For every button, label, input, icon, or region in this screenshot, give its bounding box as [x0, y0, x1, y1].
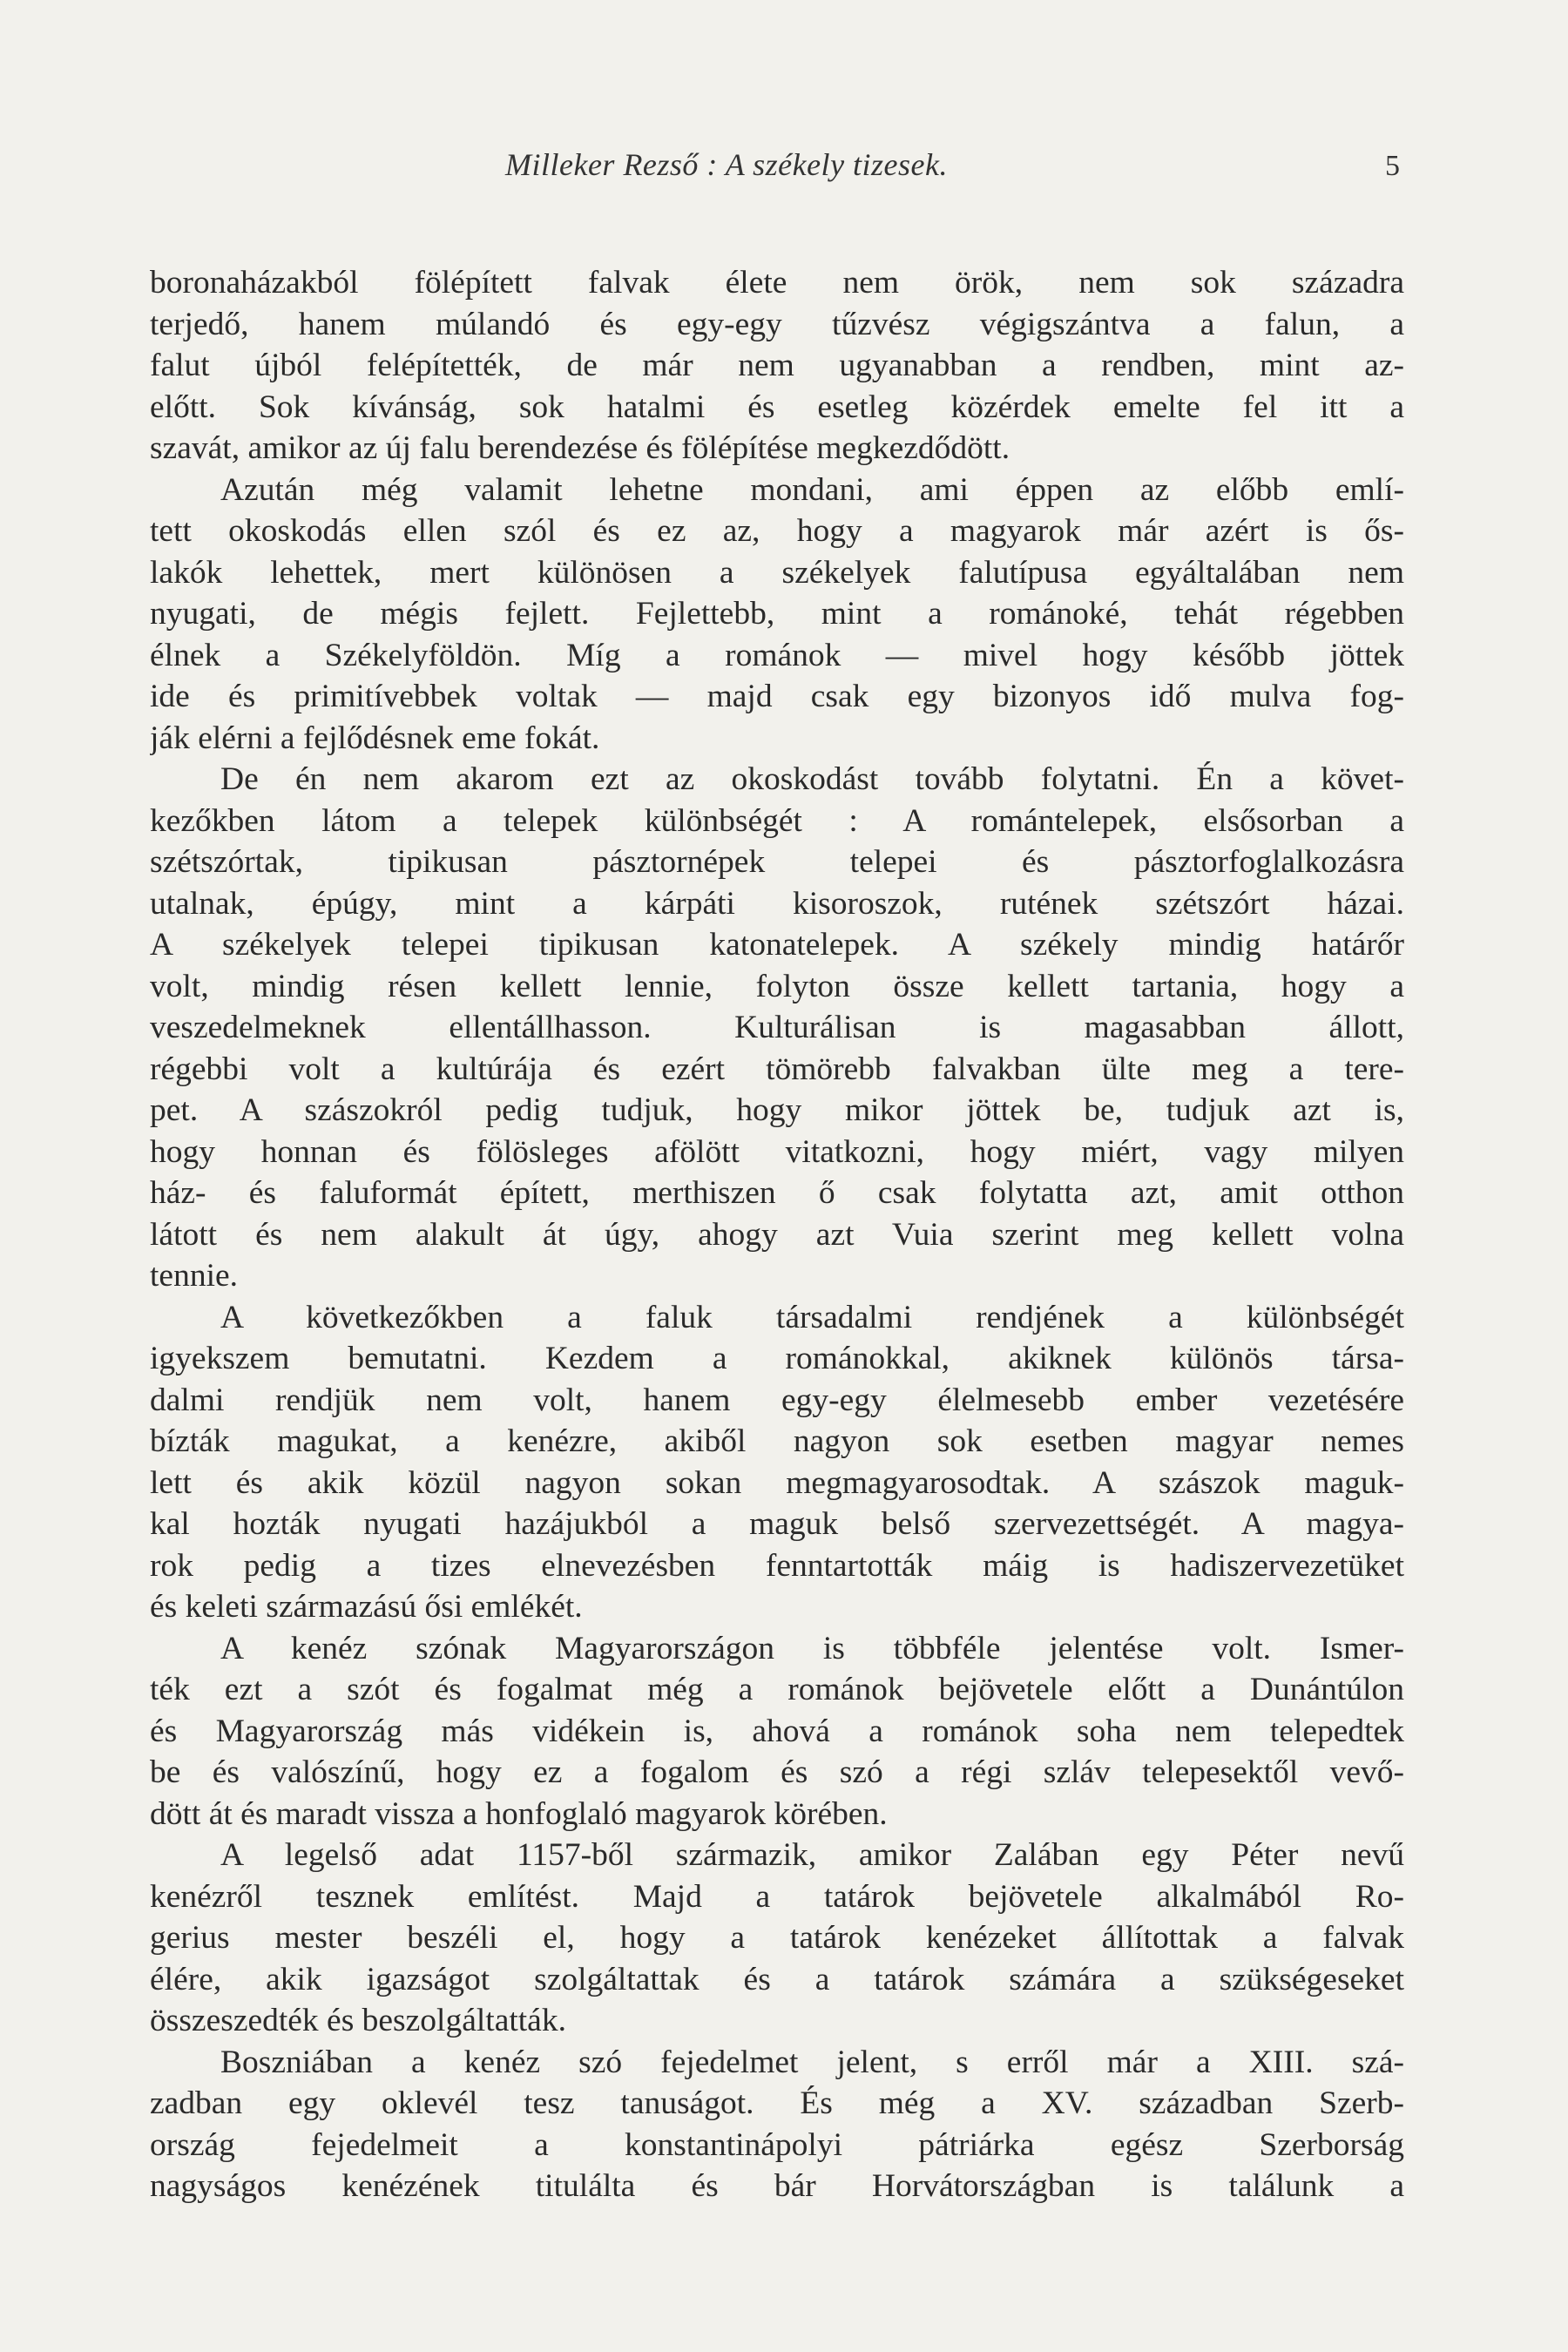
text-line: ték ezt a szót és fogalmat még a románok bejövetele előtt a Dunántúlon	[150, 1672, 1404, 1707]
running-title: Milleker Rezső : A székely tizesek.	[505, 147, 948, 182]
text-line: látott és nem alakult át úgy, ahogy azt Vuia szerint meg kellett volna	[150, 1216, 1404, 1253]
page-number: 5	[1385, 150, 1400, 182]
text-line: rok pedig a tizes elnevezésben fenntartották máig is hadiszervezetüket	[150, 1547, 1404, 1584]
text-line: Boszniában a kenéz szó fejedelmet jelent, s erről már a XIII. szá-	[220, 2044, 1404, 2080]
text-line: utalnak, épúgy, mint a kárpáti kisoroszok, rutének szétszórt házai.	[150, 885, 1404, 922]
text-line: tennie.	[150, 1258, 239, 1294]
text-line: ország fejedelmeit a konstantinápolyi pátriárka egész Szerborság	[150, 2126, 1404, 2163]
text-line: boronaházakból fölépített falvak élete nem örök, nem sok századra	[150, 265, 1404, 301]
text-line: szétszórtak, tipikusan pásztornépek telepei és pásztorfoglalkozásra	[150, 844, 1404, 880]
text-line: előtt. Sok kívánság, sok hatalmi és esetleg közérdek emelte fel itt a	[150, 389, 1404, 425]
text-line: kezőkben látom a telepek különbségét : A romántelepek, elsősorban a	[150, 802, 1404, 839]
text-line: nagyságos kenézének titulálta és bár Horvátországban is találunk a	[150, 2168, 1404, 2204]
body-text	[150, 262, 1404, 2207]
text-line: és keleti származású ősi emlékét.	[150, 1589, 583, 1625]
text-line: és Magyarország más vidékein is, ahová a románok soha nem telepedtek	[150, 1713, 1404, 1749]
text-line: hogy honnan és fölösleges afölött vitatkozni, hogy miért, vagy milyen	[150, 1133, 1404, 1170]
text-line: A következőkben a faluk társadalmi rendjének a különbségét	[220, 1299, 1404, 1335]
text-line: pet. A szászokról pedig tudjuk, hogy mikor jöttek be, tudjuk azt is,	[150, 1092, 1404, 1128]
text-line: szavát, amikor az új falu berendezése és fölépítése megkezdődött.	[150, 430, 1010, 466]
text-line: tett okoskodás ellen szól és ez az, hogy a magyarok már azért is ős-	[150, 513, 1404, 549]
text-line: zadban egy oklevél tesz tanuságot. És még a XV. században Szerb-	[150, 2085, 1404, 2121]
text-line: összeszedték és beszolgáltatták.	[150, 2003, 566, 2038]
text-line: lakók lehettek, mert különösen a székelyek falutípusa egyáltalában nem	[150, 554, 1404, 591]
text-line: élére, akik igazságot szolgáltattak és a tatárok számára a szükségeseket	[150, 1961, 1404, 1997]
text-line: volt, mindig résen kellett lennie, folyton össze kellett tartania, hogy a	[150, 968, 1404, 1004]
text-line: lett és akik közül nagyon sokan megmagyarosodtak. A szászok maguk-	[150, 1464, 1404, 1501]
text-line: be és valószínű, hogy ez a fogalom és szó a régi szláv telepesektől vevő-	[150, 1754, 1404, 1790]
text-line: dött át és maradt vissza a honfoglaló magyarok körében.	[150, 1795, 888, 1832]
text-line: De én nem akarom ezt az okoskodást tovább folytatni. Én a követ-	[220, 761, 1404, 797]
text-line: A kenéz szónak Magyarországon is többféle jelentése volt. Ismer-	[220, 1630, 1404, 1666]
text-line: kal hozták nyugati hazájukból a maguk belső szervezettségét. A magya-	[150, 1506, 1404, 1542]
text-line: igyekszem bemutatni. Kezdem a románokkal, akiknek különös társa-	[150, 1341, 1404, 1376]
text-line: Azután még valamit lehetne mondani, ami éppen az előbb emlí-	[220, 471, 1404, 508]
text-line: dalmi rendjük nem volt, hanem egy-egy élelmesebb ember vezetésére	[150, 1382, 1404, 1418]
text-line: nyugati, de mégis fejlett. Fejlettebb, mint a románoké, tehát régebben	[150, 596, 1404, 632]
text-line: A székelyek telepei tipikusan katonatelepek. A székely mindig határőr	[150, 927, 1404, 963]
text-line: terjedő, hanem múlandó és egy-egy tűzvész végigszántva a falun, a	[150, 306, 1404, 342]
text-line: ide és primitívebbek voltak — majd csak egy bizonyos idő mulva fog-	[150, 679, 1404, 714]
text-line: élnek a Székelyföldön. Míg a románok — mivel hogy később jöttek	[150, 637, 1404, 673]
text-line: kenézről tesznek említést. Majd a tatárok bejövetele alkalmából Ro-	[150, 1878, 1404, 1915]
text-line: bízták magukat, a kenézre, akiből nagyon sok esetben magyar nemes	[150, 1423, 1404, 1459]
text-line: régebbi volt a kultúrája és ezért tömörebb falvakban ülte meg a tere-	[150, 1051, 1404, 1087]
text-line: ják elérni a fejlődésnek eme fokát.	[150, 720, 600, 756]
text-line: ház- és faluformát épített, merthiszen ő csak folytatta azt, amit otthon	[150, 1175, 1404, 1211]
text-line: gerius mester beszéli el, hogy a tatárok kenézeket állítottak a falvak	[150, 1920, 1404, 1956]
text-line: A legelső adat 1157-ből származik, amikor Zalában egy Péter nevű	[220, 1837, 1404, 1873]
page-header	[0, 146, 1568, 199]
text-line: veszedelmeknek ellentállhasson. Kulturálisan is magasabban állott,	[150, 1010, 1404, 1045]
text-line: falut újból felépítették, de már nem ugyanabban a rendben, mint az-	[150, 348, 1404, 383]
